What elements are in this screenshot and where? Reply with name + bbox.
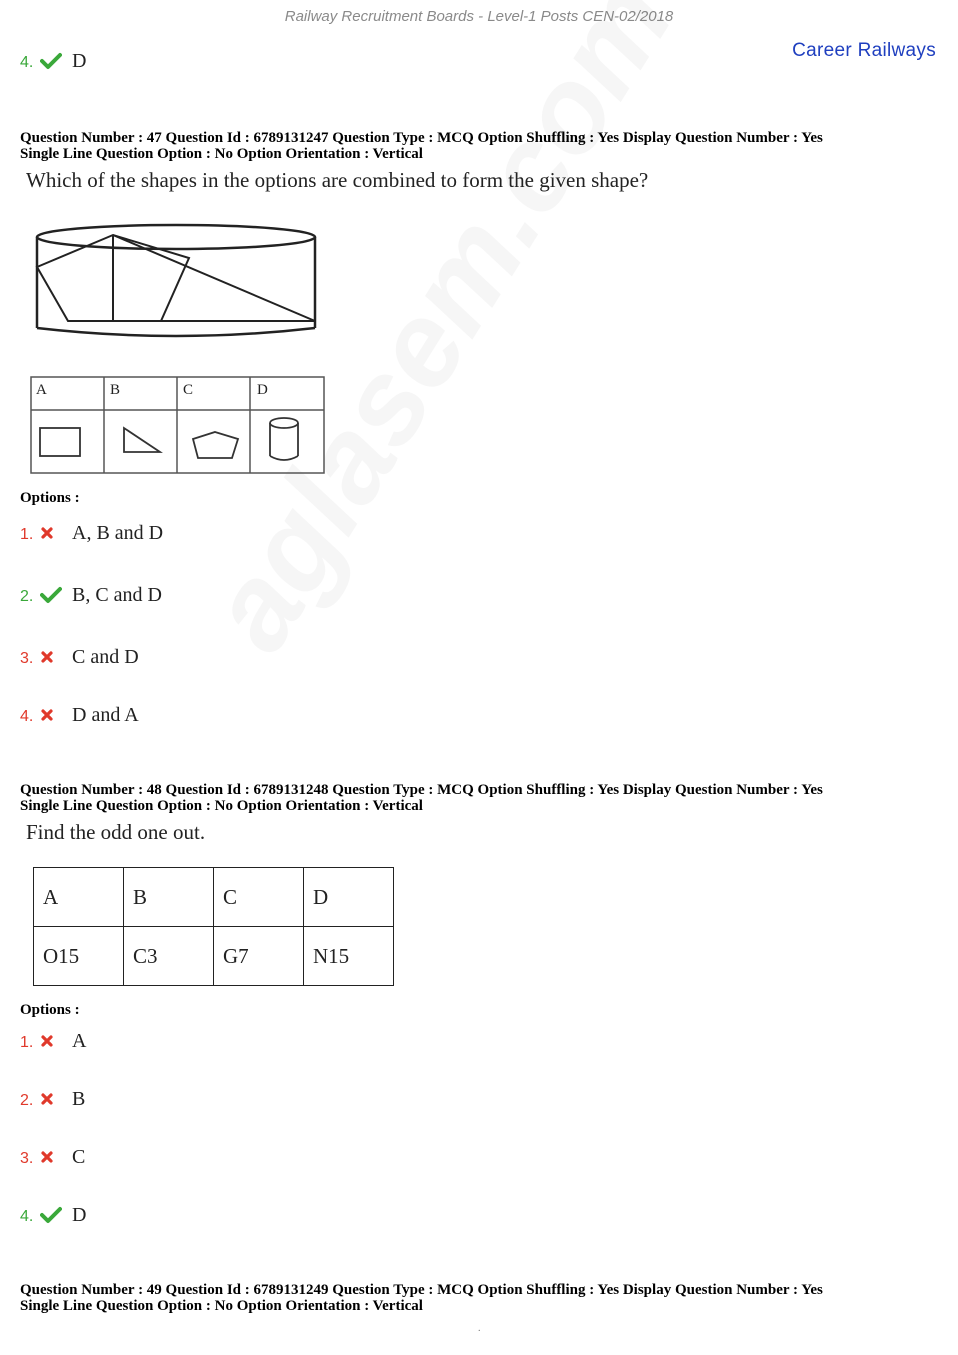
cross-icon bbox=[40, 1088, 72, 1110]
option-number: 4. bbox=[20, 54, 34, 71]
combined-shape-figure bbox=[26, 218, 326, 343]
option-text: C and D bbox=[72, 646, 139, 668]
options-label-47: Options : bbox=[20, 490, 80, 506]
table-cell: G7 bbox=[214, 927, 304, 986]
table-header-cell: A bbox=[34, 868, 124, 927]
option-text: B, C and D bbox=[72, 584, 162, 606]
q47-option-1 bbox=[20, 514, 163, 544]
question-47-meta bbox=[20, 130, 940, 162]
table-header-row bbox=[34, 868, 394, 927]
meta-line-2: Single Line Question Option : No Option Orientation : Vertical bbox=[20, 798, 423, 814]
figure-label-b: B bbox=[110, 382, 121, 398]
question-48-meta bbox=[20, 782, 940, 814]
cross-icon bbox=[40, 1030, 72, 1052]
option-shapes-figure bbox=[30, 376, 326, 476]
q48-option-4 bbox=[20, 1196, 86, 1226]
option-text: A bbox=[72, 1030, 87, 1052]
q47-option-4 bbox=[20, 696, 139, 726]
option-number: 4. bbox=[20, 1208, 34, 1225]
check-icon bbox=[40, 584, 72, 606]
option-number: 1. bbox=[20, 526, 34, 543]
table-row bbox=[34, 927, 394, 986]
table-cell: C3 bbox=[124, 927, 214, 986]
option-number: 1. bbox=[20, 1034, 34, 1051]
q48-option-1 bbox=[20, 1022, 86, 1052]
figure-label-a: A bbox=[36, 382, 47, 398]
page-header-title: Railway Recruitment Boards - Level-1 Posts CEN-02/2018 bbox=[284, 8, 674, 25]
check-icon bbox=[40, 50, 72, 72]
q47-option-2 bbox=[20, 576, 162, 606]
meta-line-1: Question Number : 47 Question Id : 6789131247 Question Type : MCQ Option Shuffling : Yes Display Question Number : Yes bbox=[20, 130, 823, 146]
prev-option-4 bbox=[20, 42, 86, 72]
question-49-meta bbox=[20, 1282, 940, 1314]
option-text: D bbox=[72, 50, 87, 72]
triangle-shape bbox=[124, 428, 160, 452]
option-text: A, B and D bbox=[72, 522, 164, 544]
question-48-text: Find the odd one out. bbox=[26, 820, 206, 844]
table-header-cell: C bbox=[214, 868, 304, 927]
meta-line-2: Single Line Question Option : No Option Orientation : Vertical bbox=[20, 1298, 423, 1314]
cross-icon bbox=[40, 522, 72, 544]
q47-option-3 bbox=[20, 638, 139, 668]
table-cell: N15 bbox=[304, 927, 394, 986]
footer-mark: . bbox=[478, 1323, 481, 1334]
cylinder-shape bbox=[270, 418, 298, 460]
odd-one-out-table bbox=[33, 867, 394, 986]
option-number: 4. bbox=[20, 708, 34, 725]
rectangle-shape bbox=[40, 428, 80, 456]
table-header-cell: D bbox=[304, 868, 394, 927]
option-number: 3. bbox=[20, 1150, 34, 1167]
option-number: 2. bbox=[20, 1092, 34, 1109]
q48-option-2 bbox=[20, 1080, 85, 1110]
meta-line-1: Question Number : 48 Question Id : 6789131248 Question Type : MCQ Option Shuffling : Yes Display Question Number : Yes bbox=[20, 782, 823, 798]
cross-icon bbox=[40, 1146, 72, 1168]
cross-icon bbox=[40, 704, 72, 726]
figure-label-c: C bbox=[183, 382, 194, 398]
meta-line-2: Single Line Question Option : No Option Orientation : Vertical bbox=[20, 146, 423, 162]
table-cell: O15 bbox=[34, 927, 124, 986]
option-number: 3. bbox=[20, 650, 34, 667]
option-number: 2. bbox=[20, 588, 34, 605]
q48-option-3 bbox=[20, 1138, 85, 1168]
question-47-text: Which of the shapes in the options are combined to form the given shape? bbox=[26, 168, 649, 192]
option-text: D and A bbox=[72, 704, 139, 726]
option-text: C bbox=[72, 1146, 86, 1168]
check-icon bbox=[40, 1204, 72, 1226]
brand-label: Career Railways bbox=[792, 40, 936, 61]
cross-icon bbox=[40, 646, 72, 668]
figure-label-d: D bbox=[257, 382, 268, 398]
option-text: D bbox=[72, 1204, 87, 1226]
table-header-cell: B bbox=[124, 868, 214, 927]
option-text: B bbox=[72, 1088, 86, 1110]
pentagon-shape bbox=[193, 432, 238, 458]
options-label-48: Options : bbox=[20, 1002, 80, 1018]
meta-line-1: Question Number : 49 Question Id : 6789131249 Question Type : MCQ Option Shuffling : Yes Display Question Number : Yes bbox=[20, 1282, 823, 1298]
